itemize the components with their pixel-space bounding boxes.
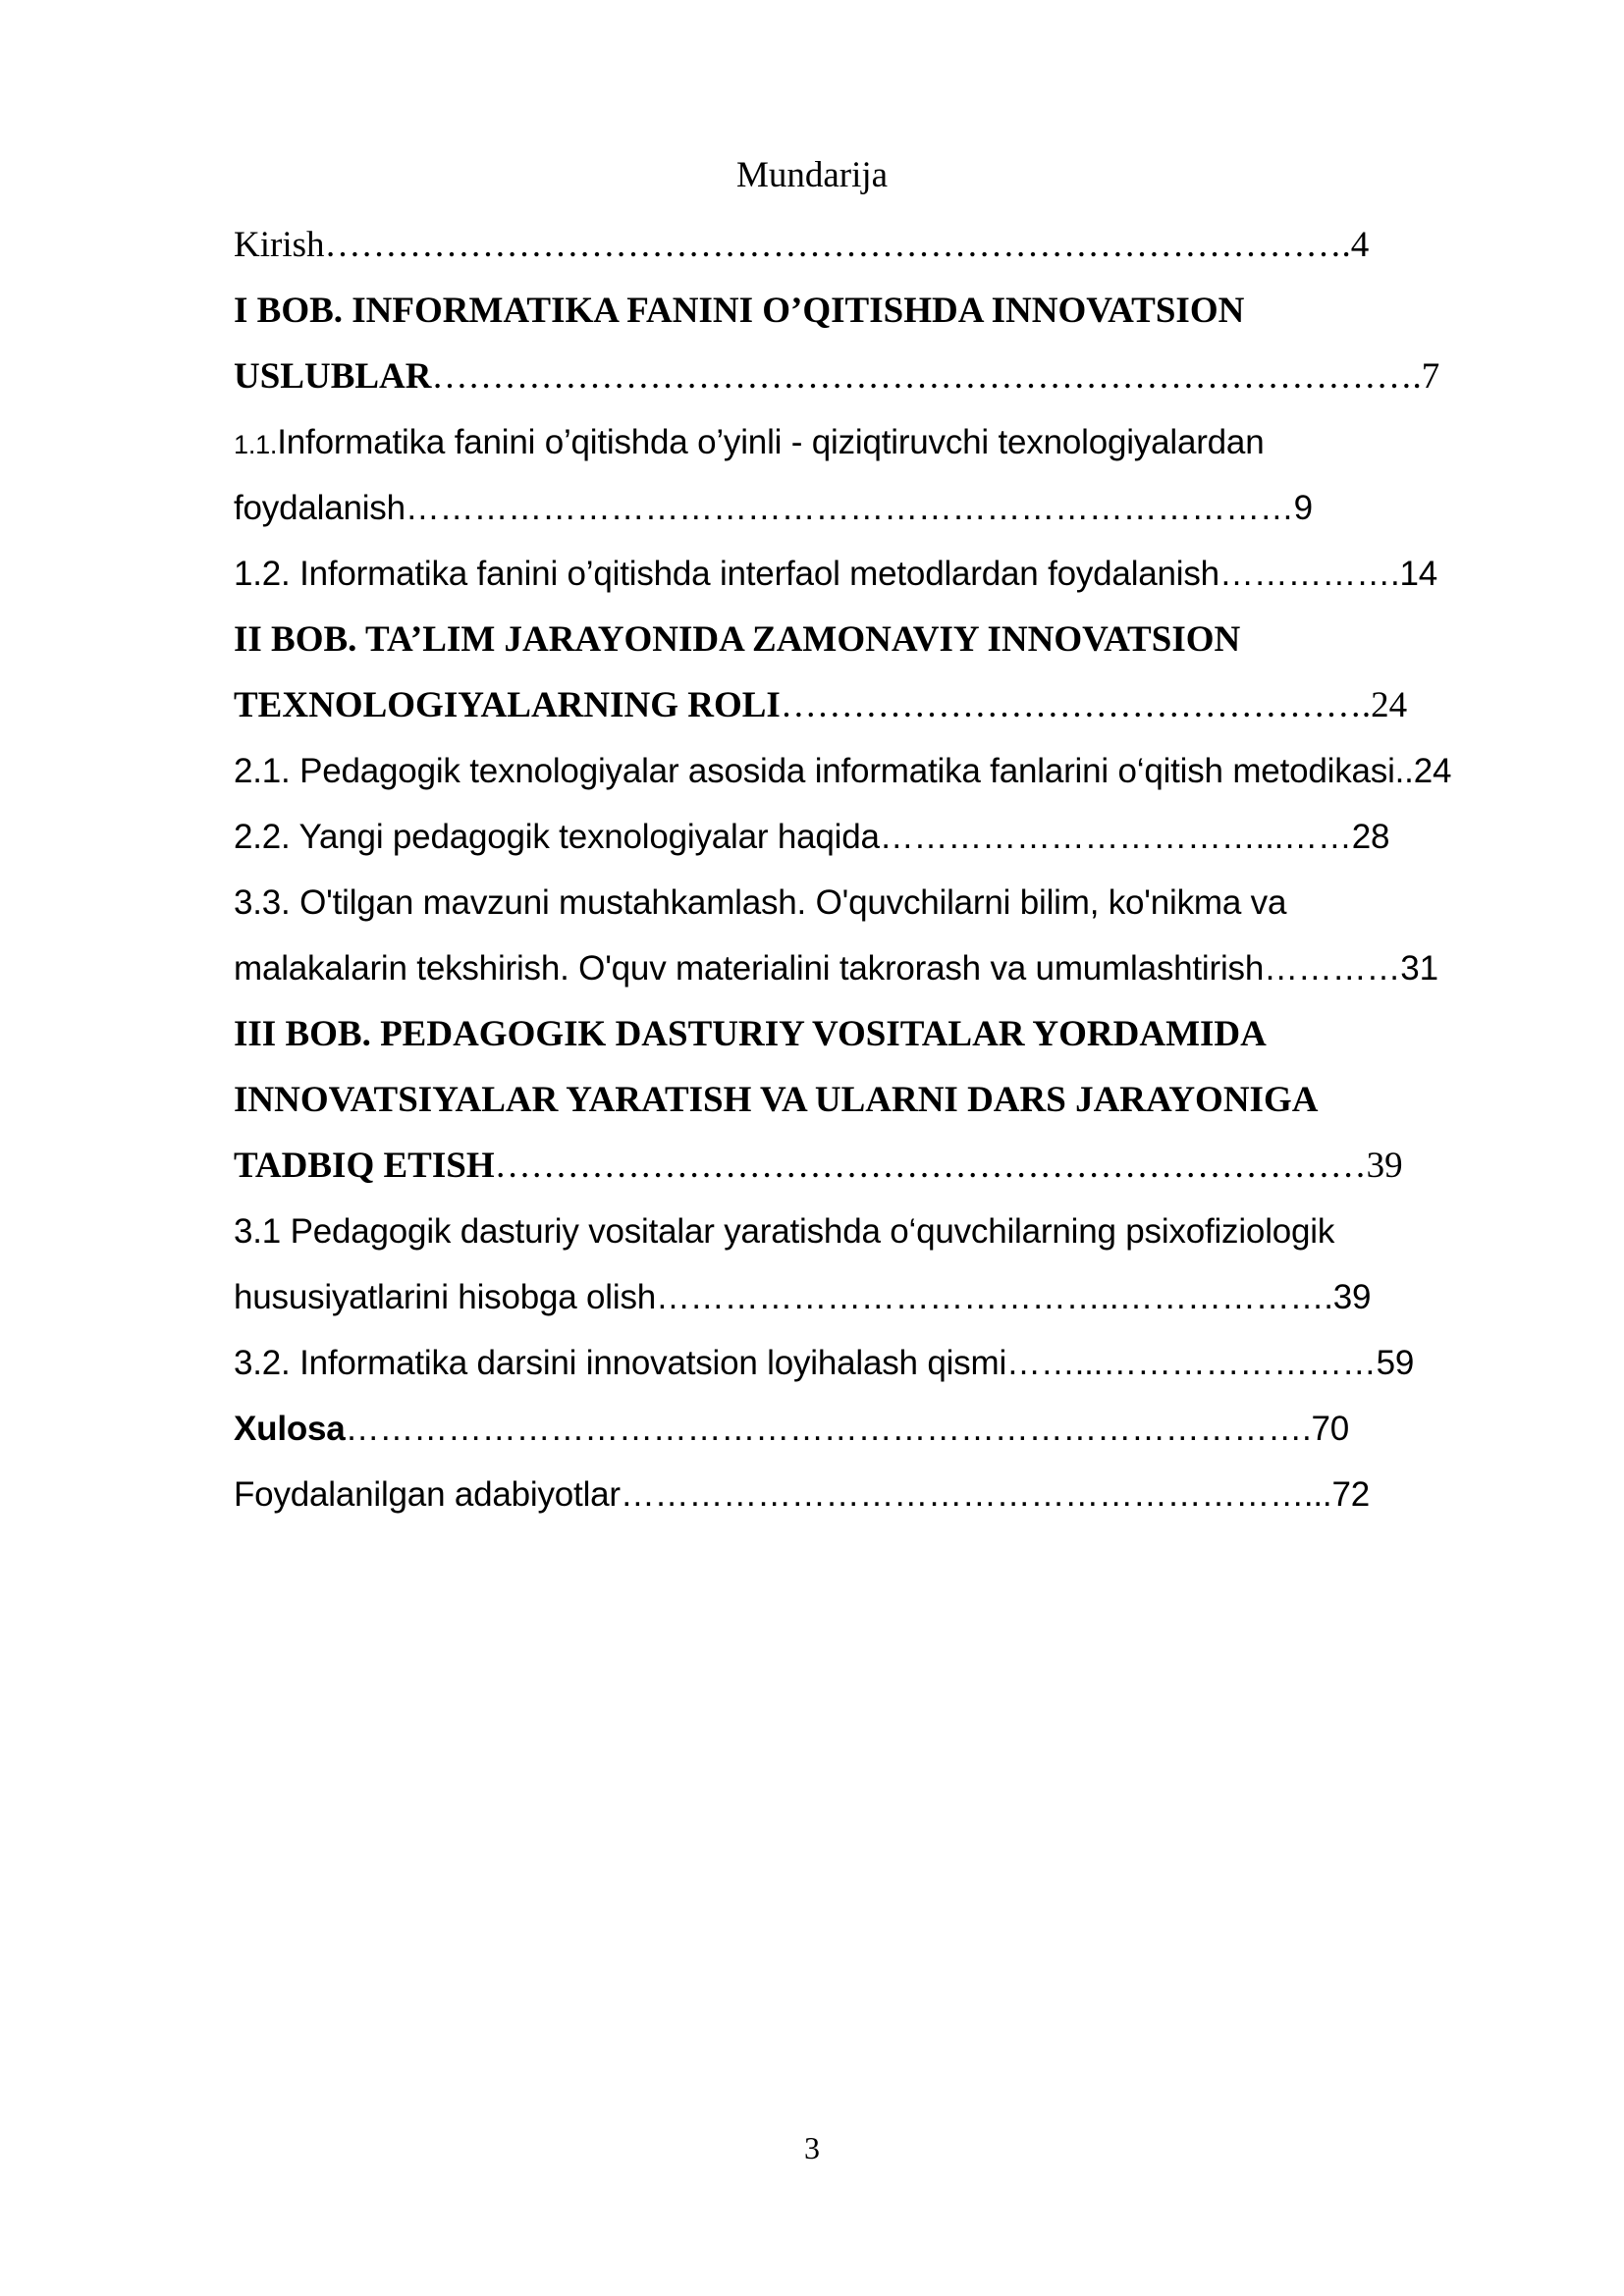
toc-chapter-2-line-1: II BOB. TA’LIM JARAYONIDA ZAMONAVIY INNOVATSION bbox=[234, 619, 1241, 660]
xulosa-label: Xulosa bbox=[234, 1410, 346, 1448]
chapter-2-title-end: TEXNOLOGIYALARNING ROLI bbox=[234, 685, 781, 725]
toc-entry-2-1: 2.1. Pedagogik texnologiyalar asosida informatika fanlarini o‘qitish metodikasi..24 bbox=[234, 752, 1452, 790]
toc-chapter-1-line-2 bbox=[234, 347, 1520, 406]
toc-entry-3-3-line-2: malakalarin tekshirish. O'quv materialini takrorash va umumlashtirish…………31 bbox=[234, 949, 1438, 988]
chapter-3-title-end: TADBIQ ETISH bbox=[234, 1146, 495, 1186]
toc-entry-3-2: 3.2. Informatika darsini innovatsion loyihalash qismi……...……………………59 bbox=[234, 1344, 1415, 1382]
page-number: 3 bbox=[804, 2130, 820, 2165]
toc-entry-2-2: 2.2. Yangi pedagogik texnologiyalar haqida……………………………...……28 bbox=[234, 818, 1390, 856]
toc-chapter-3-line-3 bbox=[234, 1137, 1520, 1196]
section-number: 1.1. bbox=[234, 430, 278, 459]
xulosa-leader-page: ………………………………………………………………………….70 bbox=[345, 1410, 1350, 1448]
toc-chapter-3-line-2: INNOVATSIYALAR YARATISH VA ULARNI DARS JARAYONIGA bbox=[234, 1080, 1319, 1120]
toc-entry-1-1-line-1: 1.1.Informatika fanini o’qitishda o’yinli - qiziqtiruvchi texnologiyalardan bbox=[234, 423, 1265, 461]
toc-entry-3-3-line-1: 3.3. O'tilgan mavzuni mustahkamlash. O'quvchilarni bilim, ko'nikma va bbox=[234, 883, 1287, 922]
chapter-3-leader-page: ………………………………………………………………39 bbox=[494, 1146, 1403, 1186]
toc-chapter-1-line-1: I BOB. INFORMATIKA FANINI O’QITISHDA INNOVATSION bbox=[234, 291, 1245, 331]
toc-title: Mundarija bbox=[735, 155, 889, 195]
toc-entry-3-1-line-2: hususiyatlarini hisobga olish…………………………………..……………….39 bbox=[234, 1278, 1372, 1316]
toc-entry-1-2: 1.2. Informatika fanini o’qitishda interfaol metodlardan foydalanish…………….14 bbox=[234, 555, 1438, 593]
toc-chapter-2-line-2 bbox=[234, 676, 1520, 735]
chapter-2-leader-page: ………………………………………….24 bbox=[780, 685, 1408, 725]
toc-entry-xulosa bbox=[234, 1400, 1520, 1459]
toc-entry-bibliography: Foydalanilgan adabiyotlar……………………………………………………...72 bbox=[234, 1475, 1370, 1514]
chapter-1-leader-page: ……………………………………………………………………….7 bbox=[431, 356, 1440, 397]
toc-chapter-3-line-1: III BOB. PEDAGOGIK DASTURIY VOSITALAR YORDAMIDA bbox=[234, 1014, 1267, 1054]
toc-entry-kirish: Kirish………………………………………………………………………….4 bbox=[234, 225, 1370, 265]
toc-entry-1-1-line-2: foydalanish……………………………………………………………………9 bbox=[234, 489, 1313, 527]
chapter-1-title-end: USLUBLAR bbox=[234, 356, 432, 397]
toc-entry-3-1-line-1: 3.1 Pedagogik dasturiy vositalar yaratishda o‘quvchilarning psixofiziologik bbox=[234, 1212, 1335, 1251]
